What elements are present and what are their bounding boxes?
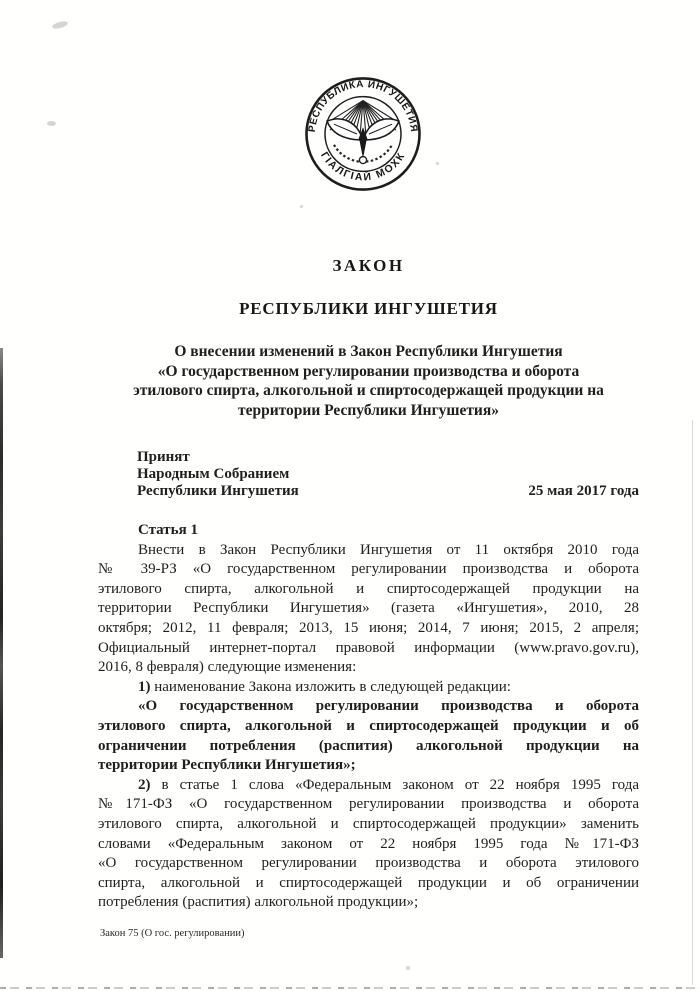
scan-speck [300,205,303,208]
law-title-line: «О государственном регулировании производства и оборота [157,362,580,380]
text-line: «О государственном регулировании производства и оборота этилового [98,855,639,872]
law-title-line: этилового спирта, алкогольной и спиртосодержащей продукции на [133,382,604,400]
text-line: Внести в Закон Республики Ингушетия от 11 октября 2010 года [138,541,639,558]
law-title-line: О внесении изменений в Закон Республики Ингушетия [174,343,563,360]
footer-note: Закон 75 (О гос. регулировании) [100,928,245,939]
adoption-date: 25 мая 2017 года [528,483,639,500]
paragraph [98,541,639,678]
seal-bottom-text: ГIАЛГIАЙ МОХК [318,150,408,184]
text-line: «О государственном регулировании производства и оборота [138,698,639,715]
text-line: № 39-РЗ «О государственном регулировании производства и оборота [98,561,639,578]
republic-ingushetia-seal-icon [299,75,427,193]
text-line: октября; 2012, 11 февраля; 2013, 15 июня; 2014, 7 июня; 2015, 2 апреля; [98,619,639,636]
adoption-block [137,449,639,501]
scan-speck [51,20,68,30]
text-line: потребления (распития) алкогольной продукции»; [98,894,419,911]
text-line: 1) наименование Закона изложить в следующей редакции: [138,678,511,695]
adoption-line: Республики Ингушетия [137,483,299,500]
republic-heading: РЕСПУБЛИКИ ИНГУШЕТИЯ [239,299,498,318]
paragraph [98,521,639,541]
seal-knot-icon [359,157,366,164]
doc-type-heading: ЗАКОН [332,256,405,275]
text-line: этилового спирта, алкогольной и спиртосодержащей продукции на [98,580,639,597]
document-body [98,521,639,913]
text-line: спирта, алкогольной и спиртосодержащей продукции и об ограничении [98,874,639,891]
law-title [98,342,639,420]
text-line: Официальный интернет-портал правовой информации (www.pravo.gov.ru), [98,639,639,656]
paragraph [98,678,639,698]
text-line: словами «Федеральным законом от 22 ноября 1995 года №171-ФЗ [98,835,639,852]
text-line: №171-ФЗ «О государственном регулировании производства и оборота [98,796,639,813]
paragraph [98,776,639,913]
text-line: Статья 1 [138,522,198,538]
text-line: этилового спирта, алкогольной и спиртосодержащей продукции» заменить [98,815,639,832]
eagle-wings-icon [327,119,399,159]
scan-artifact-left-bar [0,348,3,958]
text-line: 2) в статье 1 слова «Федеральным законом от 22 ноября 1995 года [138,776,639,793]
scan-artifact-bottom-line [0,987,700,989]
item-number: 2) [138,776,151,793]
item-number: 1) [138,678,151,695]
seal-top-text: РЕСПУБЛИКА ИНГУШЕТИЯ [306,78,420,133]
scan-speck [436,162,439,165]
text-line: ограничении потребления (распития) алкогольной продукции на [98,737,639,754]
scan-speck [47,121,56,126]
text-line: территории Республики Ингушетия» (газета «Ингушетия», 2010, 28 [98,600,639,617]
text-line: этилового спирта, алкогольной и спиртосодержащей продукции и об [98,717,639,734]
text-line: 2016, 8 февраля) следующие изменения: [98,659,357,676]
adoption-line: Принят [137,449,190,465]
paragraph [98,697,639,775]
text-line: территории Республики Ингушетия»; [98,757,356,774]
law-title-line: территории Республики Ингушетия» [237,401,500,419]
scan-speck [406,966,410,970]
scan-artifact-right-line [692,420,693,985]
adoption-line: Народным Собранием [137,466,290,483]
